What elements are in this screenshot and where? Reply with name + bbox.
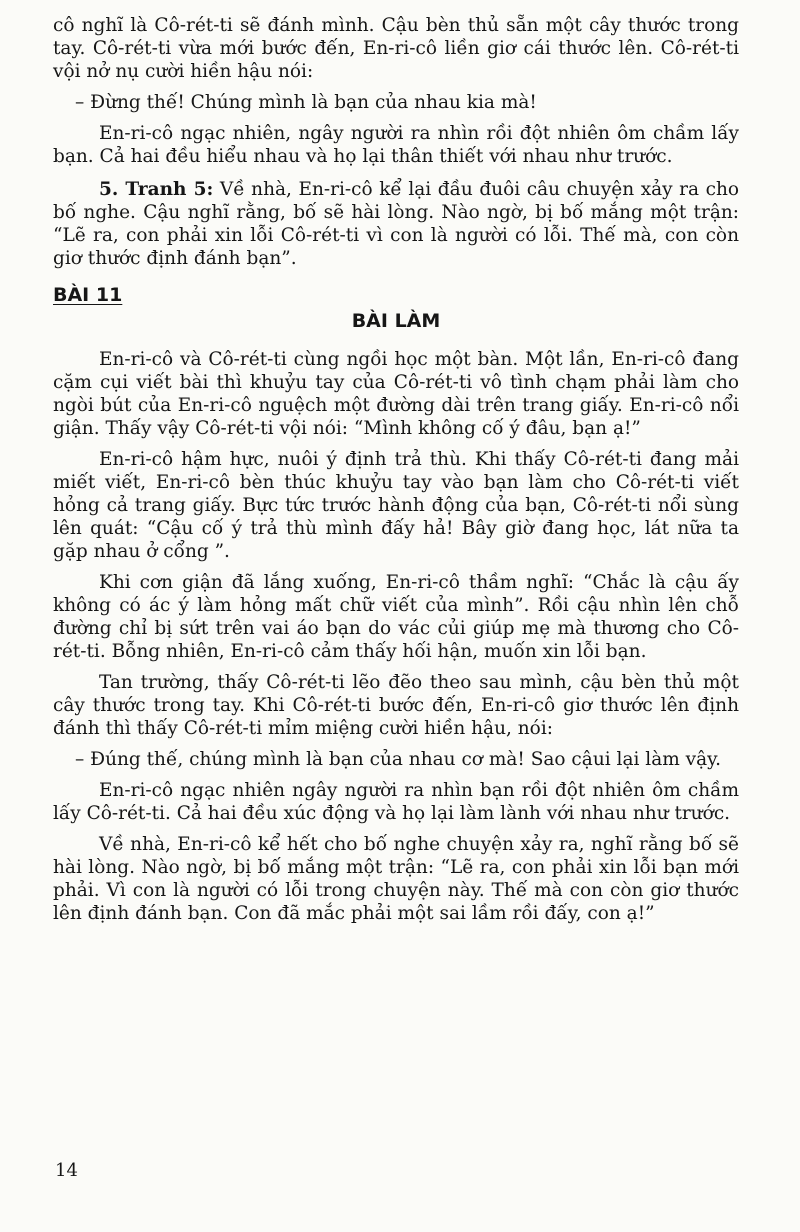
story-paragraph: En-ri-cô ngạc nhiên, ngây người ra nhìn rồi đột nhiên ôm chầm lấy bạn. Cả hai đều hiểu nhau và họ lại thân thiết với nhau như trước. bbox=[53, 123, 739, 167]
essay-paragraph: En-ri-cô hậm hực, nuôi ý định trả thù. Khi thấy Cô-rét-ti đang mải miết viết, En-ri-cô bèn thúc khuỷu tay vào bạn làm cho Cô-rét-ti viết hỏng cả trang giấy. Bực tức trước hành động của bạn, Cô-rét-ti nổi sùng lên quát: “Cậu cố ý trả thù mình đấy hả! Bây giờ đang học, lát nữa ta gặp nhau ở cổng ”. bbox=[53, 449, 739, 562]
picture-5-text: Về nhà, En-ri-cô kể lại đầu đuôi câu chuyện xảy ra cho bố nghe. Cậu nghĩ rằng, bố sẽ hài lòng. Nào ngờ, bị bố mắng một trận: “Lẽ ra, con phải xin lỗi Cô-rét-ti vì con là người có lỗi. Thế mà, con còn giơ thước định đánh bạn”. bbox=[53, 179, 740, 269]
picture-5-label: 5. Tranh 5: bbox=[99, 179, 214, 200]
essay-dialogue-line: – Đúng thế, chúng mình là bạn của nhau cơ mà! Sao cậui lại làm vậy. bbox=[75, 749, 722, 770]
picture-5-paragraph bbox=[53, 178, 739, 270]
essay-paragraph: En-ri-cô ngạc nhiên ngây người ra nhìn bạn rồi đột nhiên ôm chầm lấy Cô-rét-ti. Cả hai đều xúc động và họ lại làm lành với nhau như trước. bbox=[53, 780, 739, 824]
essay-paragraph: Về nhà, En-ri-cô kể hết cho bố nghe chuyện xảy ra, nghĩ rằng bố sẽ hài lòng. Nào ngờ, bị bố mắng một trận: “Lẽ ra, con phải xin lỗi bạn mới phải. Vì con là người có lỗi trong chuyện này. Thế mà con còn giơ thước lên định đánh bạn. Con đã mắc phải một sai lầm rồi đấy, con ạ!” bbox=[53, 834, 739, 924]
essay-title: BÀI LÀM bbox=[351, 310, 441, 332]
essay-paragraph: En-ri-cô và Cô-rét-ti cùng ngồi học một bàn. Một lần, En-ri-cô đang cặm cụi viết bài thì khuỷu tay của Cô-rét-ti vô tình chạm phải làm cho ngòi bút của En-ri-cô nguệch một đường dài trên trang giấy. En-ri-cô nổi giận. Thấy vậy Cô-rét-ti vội nói: “Mình không cố ý đâu, bạn ạ!” bbox=[53, 349, 739, 439]
essay-paragraph: Tan trường, thấy Cô-rét-ti lẽo đẽo theo sau mình, cậu bèn thủ một cây thước trong tay. Khi Cô-rét-ti bước đến, En-ri-cô giơ thước lên định đánh thì thấy Cô-rét-ti mỉm miệng cười hiền hậu, nói: bbox=[53, 672, 739, 739]
lesson-number: BÀI 11 bbox=[53, 284, 123, 306]
essay-paragraph: Khi cơn giận đã lắng xuống, En-ri-cô thầm nghĩ: “Chắc là cậu ấy không có ác ý làm hỏng mất chữ viết của mình”. Rồi cậu nhìn lên chỗ đường chỉ bị sứt trên vai áo bạn do vác củi giúp mẹ mà thương cho Cô-rét-ti. Bỗng nhiên, En-ri-cô cảm thấy hối hận, muốn xin lỗi bạn. bbox=[53, 572, 739, 662]
book-page bbox=[53, 14, 739, 925]
dialogue-line: – Đừng thế! Chúng mình là bạn của nhau kia mà! bbox=[75, 92, 537, 113]
lesson-heading bbox=[53, 284, 739, 340]
continued-paragraph: cô nghĩ là Cô-rét-ti sẽ đánh mình. Cậu bèn thủ sẵn một cây thước trong tay. Cô-rét-ti vừa mới bước đến, En-ri-cô liền giơ cái thước lên. Cô-rét-ti vội nở nụ cười hiền hậu nói: bbox=[53, 15, 739, 82]
page-number: 14 bbox=[55, 1160, 78, 1181]
